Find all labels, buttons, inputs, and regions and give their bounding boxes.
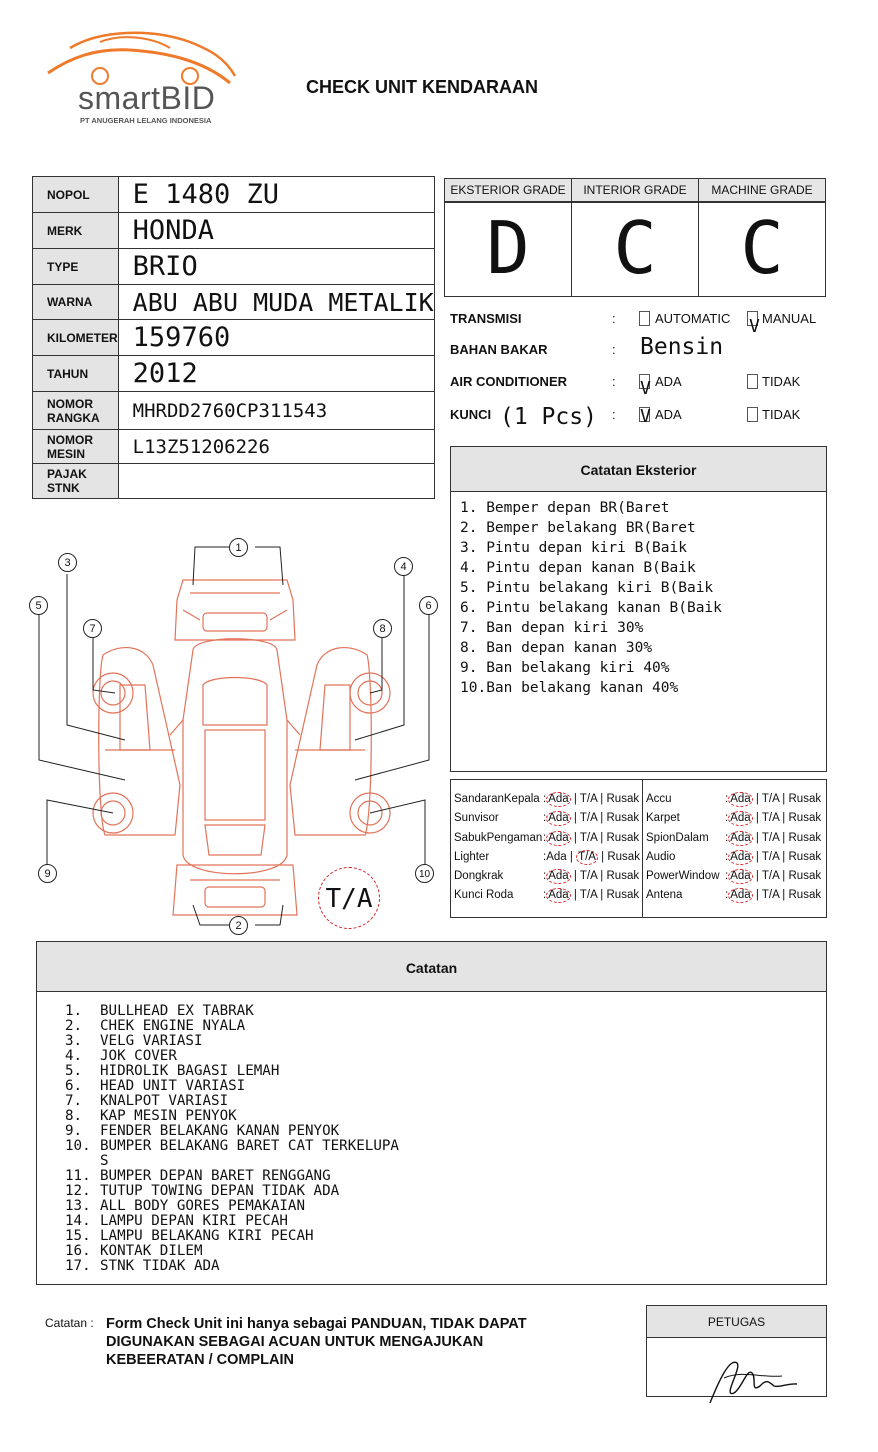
catatan-item-text: BUMPER BELAKANG BARET CAT TERKELUPA	[100, 1138, 399, 1154]
exterior-note-item: 2. Bemper belakang BR(Baret	[460, 520, 696, 536]
grade-value-interior: C	[571, 202, 699, 297]
accessory-option[interactable]: T/A	[579, 889, 598, 902]
grade-header-exterior: EKSTERIOR GRADE	[444, 178, 572, 202]
accessory-option[interactable]: Ada	[548, 812, 569, 825]
table-row	[33, 320, 435, 356]
accessory-option[interactable]: T/A	[578, 850, 596, 863]
callout-6: 6	[419, 596, 438, 615]
colon: :	[543, 870, 547, 883]
catatan-item	[37, 1034, 826, 1049]
catatan-item-number: 1.	[65, 1003, 83, 1019]
kunci-ada-option: ADA	[655, 407, 682, 422]
accessory-option[interactable]: T/A	[579, 812, 598, 825]
bahan-bakar-value: Bensin	[640, 334, 724, 360]
callout-5: 5	[29, 596, 48, 615]
catatan-item-number: 9.	[65, 1123, 83, 1139]
kunci-tidak-checkbox[interactable]	[747, 407, 758, 422]
accessory-row	[646, 829, 826, 848]
accessory-option[interactable]: Ada	[548, 793, 569, 805]
catatan-item-number: 17.	[65, 1258, 91, 1274]
kunci-label: KUNCI	[450, 407, 492, 422]
grade-header-interior: INTERIOR GRADE	[571, 178, 699, 202]
ac-label: AIR CONDITIONER	[450, 374, 567, 389]
accessory-name: Kunci Roda	[454, 889, 514, 902]
kunci-tidak-option: TIDAK	[762, 407, 801, 422]
accessory-option[interactable]: Ada	[546, 850, 567, 863]
field-value: E 1480 ZU	[118, 177, 434, 213]
accessory-name: Karpet	[646, 812, 680, 825]
catatan-item-number: 15.	[65, 1228, 91, 1244]
catatan-item-number: 10.	[65, 1138, 91, 1154]
accessory-option[interactable]: Ada	[730, 831, 751, 844]
colon: :	[612, 311, 616, 326]
accessory-row	[646, 809, 826, 828]
catatan-item-number: 16.	[65, 1243, 91, 1259]
catatan-item-text: KONTAK DILEM	[100, 1243, 203, 1259]
accessory-option[interactable]: Rusak	[606, 870, 640, 883]
brand-subtitle: PT ANUGERAH LELANG INDONESIA	[80, 116, 212, 125]
catatan-item-number: 7.	[65, 1093, 83, 1109]
callout-2: 2	[229, 916, 248, 935]
kunci-count: (1 Pcs)	[500, 404, 597, 430]
bahan-bakar-label: BAHAN BAKAR	[450, 342, 548, 357]
grade-header-machine: MACHINE GRADE	[698, 178, 826, 202]
field-label: NOMOR MESIN	[33, 430, 119, 464]
accessory-option[interactable]: Rusak	[788, 870, 822, 883]
catatan-item	[37, 1229, 826, 1244]
accessory-option[interactable]: T/A	[761, 831, 780, 844]
accessories-right-column	[646, 790, 826, 906]
colon: :	[725, 812, 729, 825]
accessory-name: Audio	[646, 850, 676, 863]
signature-icon	[702, 1348, 812, 1408]
transmisi-label: TRANSMISI	[450, 311, 522, 326]
catatan-item	[37, 1139, 826, 1154]
catatan-item	[37, 1109, 826, 1124]
accessory-option[interactable]: Ada	[730, 850, 751, 863]
accessory-option[interactable]: T/A	[579, 793, 598, 805]
catatan-item-text: HEAD UNIT VARIASI	[100, 1078, 246, 1094]
callout-7: 7	[83, 619, 102, 638]
catatan-item	[37, 1004, 826, 1019]
catatan-item-text: VELG VARIASI	[100, 1033, 203, 1049]
catatan-eksterior-title: Catatan Eksterior	[451, 447, 826, 492]
exterior-note-item: 6. Pintu belakang kanan B(Baik	[460, 600, 722, 616]
colon: :	[543, 850, 547, 863]
colon: :	[543, 889, 547, 902]
catatan-item-text: HIDROLIK BAGASI LEMAH	[100, 1063, 280, 1079]
accessory-option[interactable]: T/A	[579, 870, 598, 883]
exterior-note-item: 10.Ban belakang kanan 40%	[460, 680, 679, 696]
accessory-options: : Ada | T/A | Rusak	[725, 850, 822, 863]
catatan-item-text: STNK TIDAK ADA	[100, 1258, 220, 1274]
table-row	[33, 249, 435, 285]
table-row	[33, 177, 435, 213]
catatan-item	[37, 1049, 826, 1064]
catatan-item	[37, 1214, 826, 1229]
field-value: ABU ABU MUDA METALIK	[118, 285, 434, 320]
accessory-row	[646, 848, 826, 867]
manual-check-mark: V	[749, 316, 760, 337]
accessory-options: : Ada | T/A | Rusak	[725, 831, 822, 844]
accessory-name: SandaranKepala	[454, 793, 540, 805]
accessory-row	[646, 790, 826, 809]
ac-ada-check-mark: V	[640, 378, 651, 399]
brand-logo	[40, 28, 240, 128]
colon: :	[725, 850, 729, 863]
accessory-options: : Ada | T/A | Rusak	[543, 812, 640, 825]
page-title: CHECK UNIT KENDARAAN	[306, 77, 538, 97]
exterior-note-item: 8. Ban depan kanan 30%	[460, 640, 653, 656]
accessory-row	[646, 867, 826, 886]
catatan-item-number: 3.	[65, 1033, 83, 1049]
accessory-option[interactable]: Rusak	[606, 812, 640, 825]
exterior-note-item: 1. Bemper depan BR(Baret	[460, 500, 670, 516]
accessory-option[interactable]: Rusak	[606, 831, 640, 844]
field-label: TAHUN	[33, 356, 119, 392]
accessory-row	[646, 886, 826, 905]
accessory-name: Dongkrak	[454, 870, 504, 883]
table-row	[33, 392, 435, 430]
callout-3: 3	[58, 553, 77, 572]
manual-option: MANUAL	[762, 311, 817, 326]
catatan-title: Catatan	[37, 942, 826, 992]
accessory-name: SpionDalam	[646, 831, 709, 844]
catatan-item	[37, 1079, 826, 1094]
petugas-box	[646, 1305, 827, 1397]
accessory-row	[454, 809, 642, 828]
catatan-item-number: 4.	[65, 1048, 83, 1064]
accessories-left-column	[454, 790, 642, 906]
callout-9: 9	[38, 864, 57, 883]
accessory-name: PowerWindow	[646, 870, 720, 883]
accessory-option[interactable]: Ada	[730, 889, 751, 902]
accessory-option[interactable]: Ada	[548, 870, 569, 883]
field-value: L13Z51206226	[118, 430, 434, 464]
exterior-note-item: 7. Ban depan kiri 30%	[460, 620, 644, 636]
field-value: HONDA	[118, 213, 434, 249]
catatan-item-number: 13.	[65, 1198, 91, 1214]
accessory-options: : Ada | T/A | Rusak	[725, 812, 822, 825]
catatan-item-number: 5.	[65, 1063, 83, 1079]
accessory-option[interactable]: Rusak	[788, 889, 822, 902]
accessory-option[interactable]: Rusak	[788, 793, 822, 805]
callout-10: 10	[415, 864, 434, 883]
catatan-item	[37, 1244, 826, 1259]
colon: :	[543, 812, 547, 825]
brand-name: smartBID	[78, 80, 216, 116]
kunci-ada-check-mark: V	[640, 406, 651, 427]
accessories-box	[450, 779, 827, 918]
accessory-options: : Ada | T/A | Rusak	[543, 831, 640, 844]
catatan-item-text: KNALPOT VARIASI	[100, 1093, 229, 1109]
accessory-name: Antena	[646, 889, 683, 902]
field-label: PAJAK STNK	[33, 464, 119, 499]
catatan-item	[37, 1019, 826, 1034]
catatan-item	[37, 1184, 826, 1199]
accessory-option[interactable]: Rusak	[788, 812, 822, 825]
colon: :	[543, 831, 547, 844]
footer-label: Catatan :	[45, 1316, 94, 1330]
table-row	[33, 430, 435, 464]
catatan-item-text: ALL BODY GORES PEMAKAIAN	[100, 1198, 305, 1214]
accessory-row	[454, 886, 642, 905]
field-label: NOMOR RANGKA	[33, 392, 119, 430]
catatan-item-text: BULLHEAD EX TABRAK	[100, 1003, 254, 1019]
accessory-option[interactable]: T/A	[761, 793, 780, 805]
accessory-row	[454, 790, 642, 809]
accessory-option[interactable]: T/A	[761, 889, 780, 902]
accessory-row	[454, 848, 642, 867]
catatan-item-number: 14.	[65, 1213, 91, 1229]
catatan-item-text: JOK COVER	[100, 1048, 177, 1064]
colon: :	[725, 793, 729, 805]
accessory-option[interactable]: Rusak	[788, 850, 822, 863]
exterior-note-item: 9. Ban belakang kiri 40%	[460, 660, 670, 676]
grade-value-exterior: D	[444, 202, 572, 297]
footer-disclaimer: Form Check Unit ini hanya sebagai PANDUAN, TIDAK DAPAT DIGUNAKAN SEBAGAI ACUAN UNTUK MENGAJUKAN KEBEERATAN / COMPLAIN	[106, 1316, 527, 1368]
exterior-note-item: 4. Pintu depan kanan B(Baik	[460, 560, 696, 576]
accessory-option[interactable]: Ada	[730, 793, 751, 805]
ta-stamp: T/A	[318, 867, 380, 929]
accessory-row	[454, 867, 642, 886]
automatic-option: AUTOMATIC	[655, 311, 731, 326]
catatan-item-text: BUMPER DEPAN BARET RENGGANG	[100, 1168, 331, 1184]
vehicle-info-table	[32, 176, 435, 499]
catatan-item-number: 12.	[65, 1183, 91, 1199]
accessory-options: : Ada | T/A | Rusak	[725, 793, 822, 805]
accessory-option[interactable]: Rusak	[606, 889, 640, 902]
accessory-row	[454, 829, 642, 848]
accessory-option[interactable]: Ada	[730, 870, 751, 883]
table-row	[33, 464, 435, 499]
exterior-note-item: 3. Pintu depan kiri B(Baik	[460, 540, 687, 556]
table-row	[33, 213, 435, 249]
catatan-box	[36, 941, 827, 1285]
accessory-option[interactable]: Ada	[730, 812, 751, 825]
ac-tidak-checkbox[interactable]	[747, 374, 758, 389]
field-label: KILOMETER	[33, 320, 119, 356]
accessory-option[interactable]: T/A	[761, 850, 780, 863]
field-value	[118, 464, 434, 499]
catatan-item	[37, 1169, 826, 1184]
catatan-item	[37, 1199, 826, 1214]
catatan-item	[37, 1124, 826, 1139]
ac-ada-option: ADA	[655, 374, 682, 389]
exterior-note-item: 5. Pintu belakang kiri B(Baik	[460, 580, 714, 596]
field-label: TYPE	[33, 249, 119, 285]
accessory-options: : Ada | T/A | Rusak	[543, 889, 640, 902]
catatan-item-text: S	[100, 1153, 109, 1169]
catatan-item-text: FENDER BELAKANG KANAN PENYOK	[100, 1123, 340, 1139]
catatan-item-text: TUTUP TOWING DEPAN TIDAK ADA	[100, 1183, 340, 1199]
field-value: 2012	[118, 356, 434, 392]
catatan-item	[37, 1094, 826, 1109]
accessory-name: SabukPengaman	[454, 831, 543, 844]
car-damage-diagram	[25, 535, 445, 940]
ac-tidak-option: TIDAK	[762, 374, 801, 389]
colon: :	[543, 793, 547, 805]
callout-1: 1	[229, 538, 248, 557]
accessory-options: : Ada | T/A | Rusak	[543, 793, 640, 805]
field-label: NOPOL	[33, 177, 119, 213]
catatan-item-text: CHEK ENGINE NYALA	[100, 1018, 246, 1034]
exterior-notes-list	[451, 492, 826, 698]
accessory-option[interactable]: Rusak	[788, 831, 822, 844]
grade-value-machine: C	[698, 202, 826, 297]
colon: :	[612, 374, 616, 389]
accessory-option[interactable]: Ada	[548, 831, 569, 844]
accessory-option[interactable]: T/A	[761, 812, 780, 825]
accessory-options: : Ada | T/A | Rusak	[725, 889, 822, 902]
catatan-item	[37, 1064, 826, 1079]
colon: :	[725, 870, 729, 883]
accessory-options: :Ada | T/A | Rusak	[543, 850, 640, 863]
catatan-item-text: KAP MESIN PENYOK	[100, 1108, 237, 1124]
catatan-eksterior-box	[450, 446, 827, 772]
accessory-options: : Ada | T/A | Rusak	[725, 870, 822, 883]
field-label: MERK	[33, 213, 119, 249]
field-label: WARNA	[33, 285, 119, 320]
colon: :	[612, 342, 616, 357]
accessory-option[interactable]: Rusak	[607, 850, 640, 863]
callout-8: 8	[373, 619, 392, 638]
catatan-item-number: 11.	[65, 1168, 91, 1184]
accessory-options: : Ada | T/A | Rusak	[543, 870, 640, 883]
accessory-option[interactable]: T/A	[761, 870, 780, 883]
field-value: MHRDD2760CP311543	[118, 392, 434, 430]
colon: :	[612, 407, 616, 422]
callout-4: 4	[394, 557, 413, 576]
catatan-item-text: LAMPU BELAKANG KIRI PECAH	[100, 1228, 314, 1244]
field-value: BRIO	[118, 249, 434, 285]
car-outline-icon	[25, 535, 445, 940]
catatan-item	[37, 1154, 826, 1169]
catatan-item-number: 6.	[65, 1078, 83, 1094]
accessory-name: Sunvisor	[454, 812, 499, 825]
table-row	[33, 356, 435, 392]
table-row	[33, 285, 435, 320]
catatan-list	[37, 992, 826, 1274]
accessory-option[interactable]: Ada	[548, 889, 569, 902]
catatan-item-text: LAMPU DEPAN KIRI PECAH	[100, 1213, 288, 1229]
automatic-checkbox[interactable]	[639, 311, 650, 326]
accessory-option[interactable]: T/A	[579, 831, 598, 844]
petugas-title: PETUGAS	[647, 1306, 826, 1338]
accessory-name: Lighter	[454, 850, 490, 863]
catatan-item-number: 2.	[65, 1018, 83, 1034]
accessory-option[interactable]: Rusak	[606, 793, 640, 805]
accessory-name: Accu	[646, 793, 672, 805]
catatan-item	[37, 1259, 826, 1274]
catatan-item-number: 8.	[65, 1108, 83, 1124]
colon: :	[725, 889, 729, 902]
field-value: 159760	[118, 320, 434, 356]
colon: :	[725, 831, 729, 844]
